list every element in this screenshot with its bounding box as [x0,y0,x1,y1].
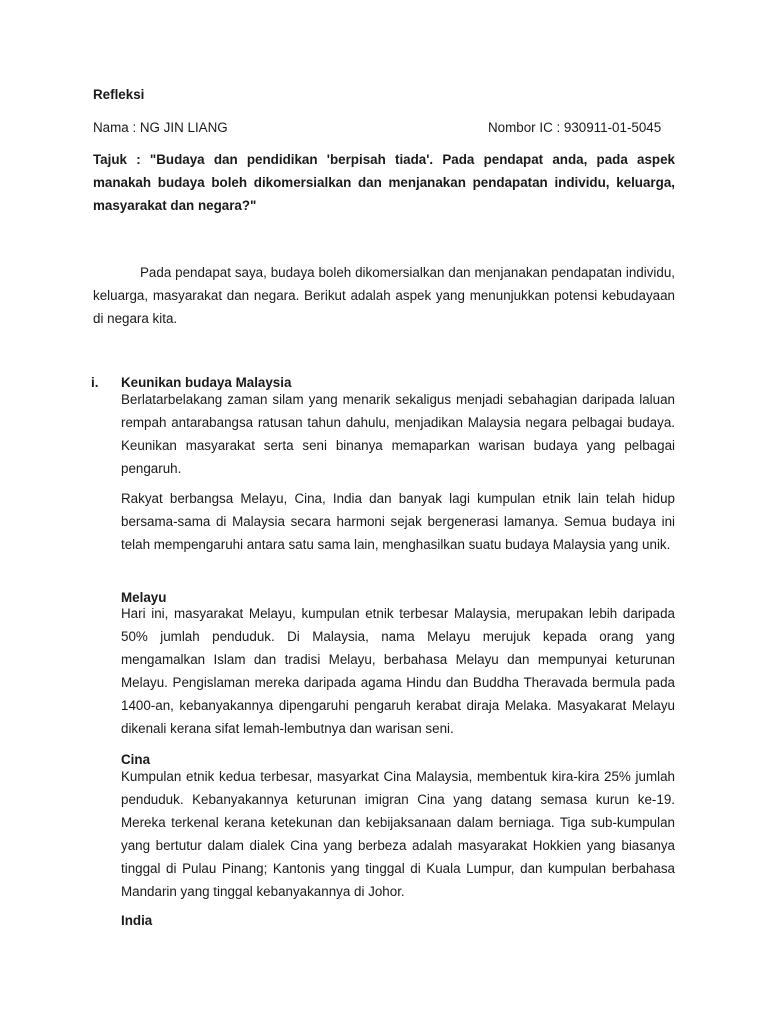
melayu-paragraph: Hari ini, masyarakat Melayu, kumpulan etnik terbesar Malaysia, merupakan lebih daripada 50% jumlah penduduk. Di Malaysia, nama Melayu merujuk kepada orang yang mengamalkan Islam dan tradisi Melayu, berbahasa Melayu dan mempunyai keturunan Melayu. Pengislaman mereka daripada agama Hindu dan Buddha Theravada bermula pada 1400-an, kebanyakannya dipengaruhi pengaruh kerabat diraja Melaka. Masyakarat Melayu dikenali kerana sifat lemah-lembutnya dan warisan seni. [121,606,675,736]
india-heading: India [121,913,153,928]
section-heading: Keunikan budaya Malaysia [121,375,292,390]
student-name: Nama : NG JIN LIANG [93,120,228,135]
document-title: Refleksi [93,87,145,102]
melayu-heading: Melayu [121,590,167,605]
cina-heading: Cina [121,752,151,767]
section-paragraph-2: Rakyat berbangsa Melayu, Cina, India dan banyak lagi kumpulan etnik lain telah hidup bersama-sama di Malaysia secara harmoni sejak bergenerasi lamanya. Semua budaya ini telah mempengaruhi antara satu sama lain, menghasilkan suatu budaya Malaysia yang unik. [121,491,675,552]
intro-paragraph: Pada pendapat saya, budaya boleh dikomersialkan dan menjanakan pendapatan individu, keluarga, masyarakat dan negara. Berikut adalah aspek yang menunjukkan potensi kebudayaan di negara kita. [93,265,675,326]
student-ic: Nombor IC : 930911-01-5045 [488,120,662,135]
essay-topic: Tajuk : "Budaya dan pendidikan 'berpisah tiada'. Pada pendapat anda, pada aspek manakah budaya boleh dikomersialkan dan menjanakan pendapatan individu, keluarga, masyarakat dan negara?" [93,152,675,213]
section-number: i. [91,375,99,390]
section-paragraph-1: Berlatarbelakang zaman silam yang menarik sekaligus menjadi sebahagian daripada laluan rempah antarabangsa ratusan tahun dahulu, menjadikan Malaysia negara pelbagai budaya. Keunikan masyarakat serta seni binanya memaparkan warisan budaya yang pelbagai pengaruh. [121,392,675,476]
cina-paragraph: Kumpulan etnik kedua terbesar, masyarkat Cina Malaysia, membentuk kira-kira 25% jumlah penduduk. Kebanyakannya keturunan imigran Cina yang datang semasa kurun ke-19. Mereka terkenal kerana ketekunan dan kebijaksanaan dalam berniaga. Tiga sub-kumpulan yang bertutur dalam dialek Cina yang berbeza adalah masyarakat Hokkien yang biasanya tinggal di Pulau Pinang; Kantonis yang tinggal di Kuala Lumpur, dan kumpulan berbahasa Mandarin yang tinggal kebanyakannya di Johor. [121,769,675,899]
